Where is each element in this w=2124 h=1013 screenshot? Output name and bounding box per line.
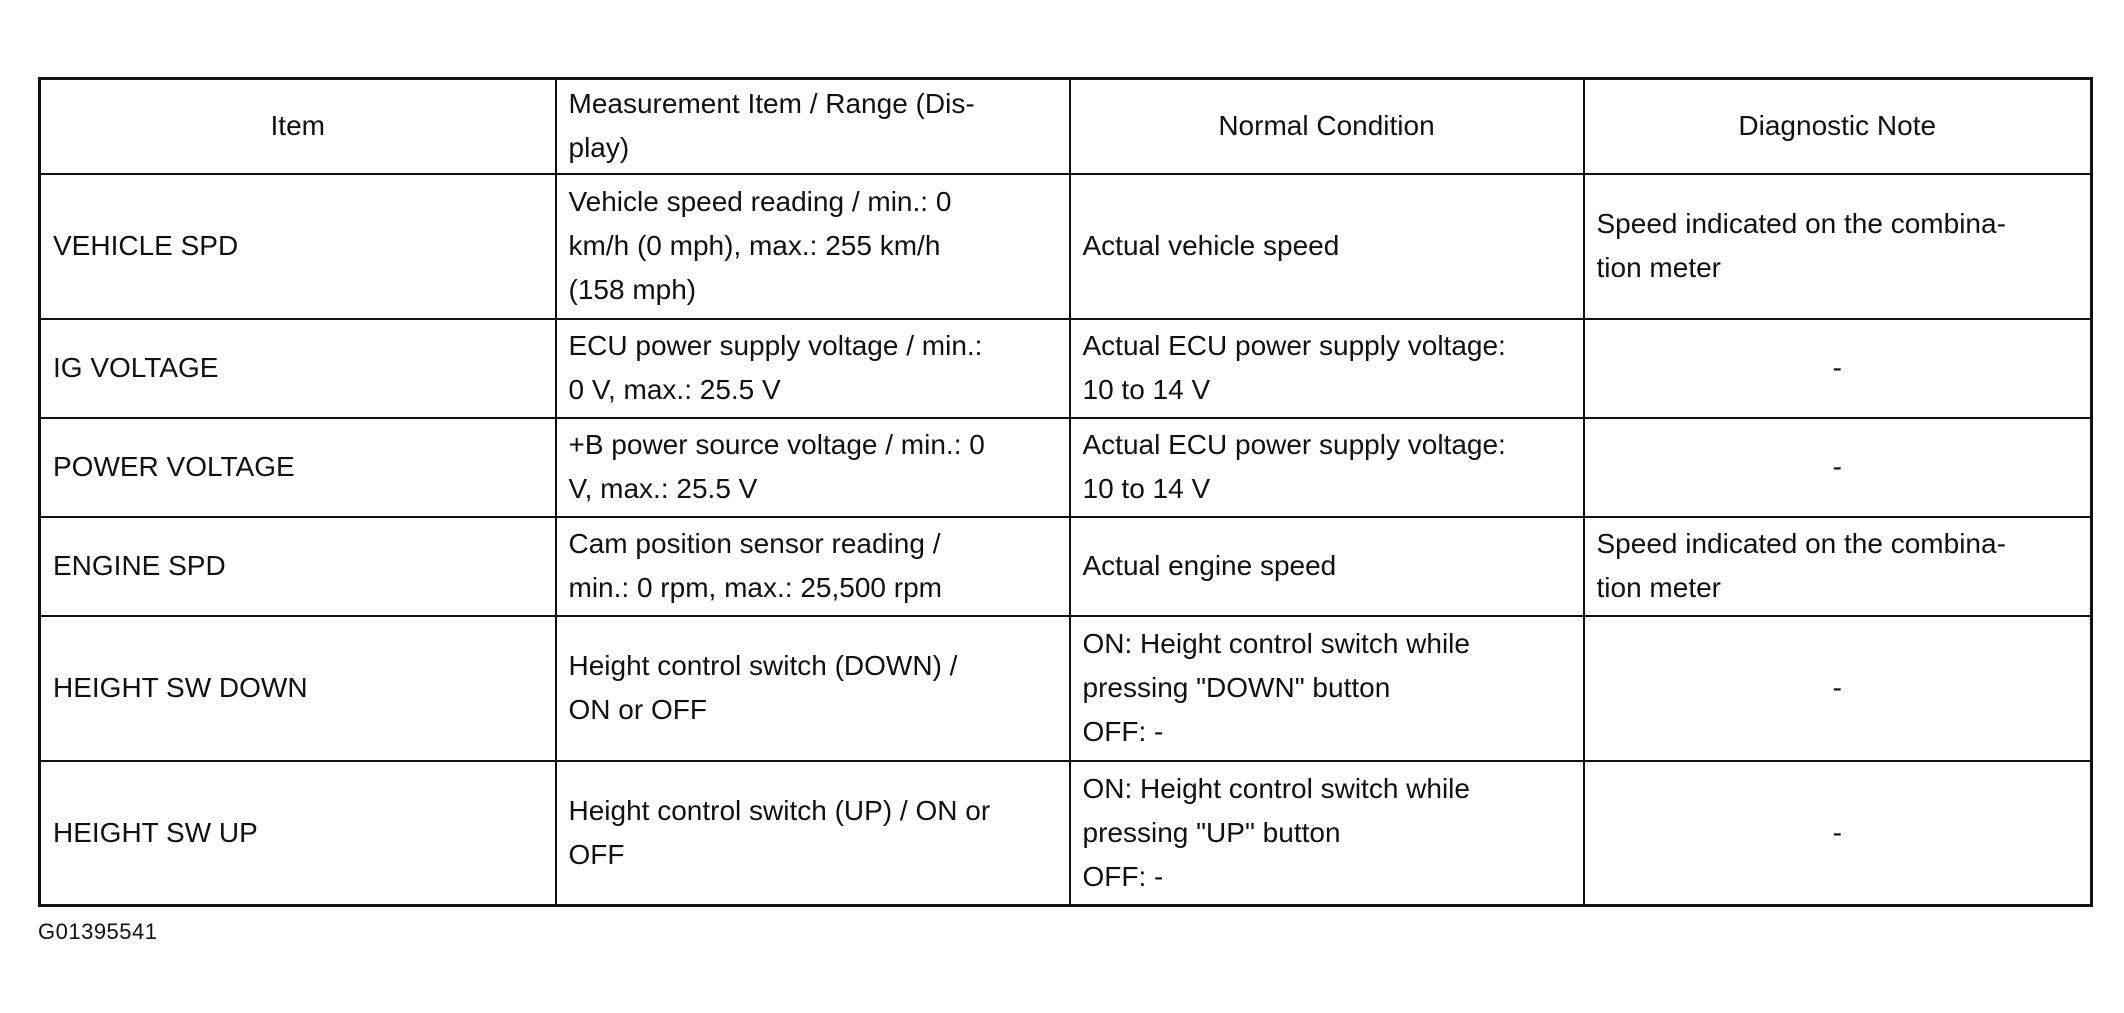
cell-diagnostic-note <box>1584 761 2092 906</box>
table-row <box>40 616 2092 761</box>
header-measurement-line-1: Measurement Item / Range (Dis- <box>568 88 975 120</box>
cell-diagnostic-note <box>1584 418 2092 517</box>
cell-text-line: 0 V, max.: 25.5 V <box>568 374 781 405</box>
header-measurement <box>556 79 1070 174</box>
cell-text-line: OFF: - <box>1082 716 1164 747</box>
cell-text-line: km/h (0 mph), max.: 255 km/h <box>568 230 941 261</box>
cell-diagnostic-note <box>1584 616 2092 761</box>
header-measurement-line-2: play) <box>568 132 630 164</box>
data-list-table <box>38 77 2093 907</box>
cell-item: HEIGHT SW DOWN <box>40 616 556 761</box>
cell-text-line: pressing "DOWN" button <box>1082 672 1391 703</box>
cell-normal-condition <box>1070 761 1584 906</box>
cell-text-line: 10 to 14 V <box>1082 473 1211 504</box>
cell-normal-condition <box>1070 517 1584 616</box>
cell-text-line: - <box>1832 352 1842 383</box>
table-row <box>40 517 2092 616</box>
header-normal-condition: Normal Condition <box>1070 79 1584 174</box>
cell-text-line: Cam position sensor reading / <box>568 528 941 559</box>
table-row <box>40 319 2092 418</box>
cell-text-line: - <box>1832 451 1842 482</box>
cell-text-line: +B power source voltage / min.: 0 <box>568 429 985 460</box>
cell-text-line: ON or OFF <box>568 694 707 725</box>
header-diagnostic-note: Diagnostic Note <box>1584 79 2092 174</box>
table-row <box>40 761 2092 906</box>
cell-text-line: OFF <box>568 838 625 870</box>
cell-normal-condition <box>1070 319 1584 418</box>
cell-item: IG VOLTAGE <box>40 319 556 418</box>
cell-measurement <box>556 319 1070 418</box>
cell-text-line: - <box>1832 672 1842 703</box>
cell-measurement <box>556 517 1070 616</box>
cell-text-line: min.: 0 rpm, max.: 25,500 rpm <box>568 572 942 603</box>
cell-item: ENGINE SPD <box>40 517 556 616</box>
figure-id-label: G01395541 <box>38 919 158 944</box>
cell-diagnostic-note <box>1584 174 2092 319</box>
table-header-row <box>40 79 2092 174</box>
cell-item: HEIGHT SW UP <box>40 761 556 906</box>
header-item: Item <box>40 79 556 174</box>
cell-text-line: tion meter <box>1596 252 1721 283</box>
cell-text-line: - <box>1832 816 1842 848</box>
cell-text-line: Actual ECU power supply voltage: <box>1082 330 1506 361</box>
cell-item: VEHICLE SPD <box>40 174 556 319</box>
cell-text-line: Vehicle speed reading / min.: 0 <box>568 186 952 217</box>
cell-normal-condition <box>1070 418 1584 517</box>
cell-text-line: Actual engine speed <box>1082 550 1337 581</box>
table-row <box>40 174 2092 319</box>
cell-text-line: Speed indicated on the combina- <box>1596 208 2006 239</box>
cell-measurement <box>556 616 1070 761</box>
cell-measurement <box>556 174 1070 319</box>
cell-text-line: ECU power supply voltage / min.: <box>568 330 983 361</box>
cell-text-line: tion meter <box>1596 572 1721 603</box>
cell-normal-condition <box>1070 616 1584 761</box>
cell-text-line: V, max.: 25.5 V <box>568 473 758 504</box>
cell-text-line: Actual vehicle speed <box>1082 230 1340 261</box>
cell-text-line: Actual ECU power supply voltage: <box>1082 429 1506 460</box>
cell-text-line: OFF: - <box>1082 860 1164 892</box>
cell-text-line: Speed indicated on the combina- <box>1596 528 2006 559</box>
cell-text-line: ON: Height control switch while <box>1082 772 1470 804</box>
cell-text-line: ON: Height control switch while <box>1082 628 1470 659</box>
cell-measurement <box>556 761 1070 906</box>
cell-text-line: Height control switch (UP) / ON or <box>568 794 991 826</box>
cell-measurement <box>556 418 1070 517</box>
cell-diagnostic-note <box>1584 319 2092 418</box>
cell-text-line: (158 mph) <box>568 274 697 305</box>
cell-diagnostic-note <box>1584 517 2092 616</box>
cell-normal-condition <box>1070 174 1584 319</box>
cell-item: POWER VOLTAGE <box>40 418 556 517</box>
cell-text-line: 10 to 14 V <box>1082 374 1211 405</box>
table-row <box>40 418 2092 517</box>
cell-text-line: Height control switch (DOWN) / <box>568 650 958 681</box>
cell-text-line: pressing "UP" button <box>1082 816 1341 848</box>
